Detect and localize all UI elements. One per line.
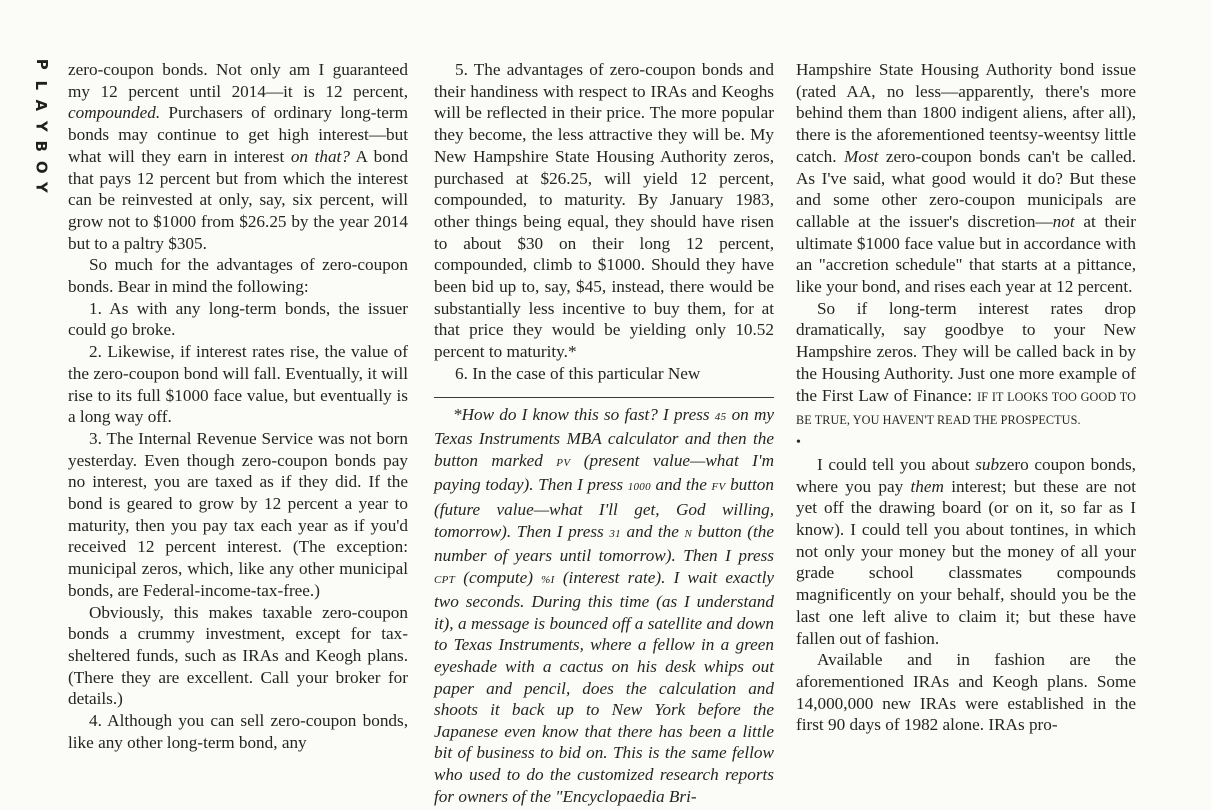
paragraph: Obviously, this makes taxable zero-coupon bonds a crummy investment, except for tax-sheltered funds, such as IRAs and Keogh plans. (There they are excellent. Call your broker for details.) (68, 602, 408, 709)
paragraph: So much for the advantages of zero-coupon bonds. Bear in mind the following: (68, 255, 408, 297)
masthead-letter: L (32, 79, 51, 90)
list-item: 2. Likewise, if interest rates rise, the value of the zero-coupon bond will fall. Eventually, it will rise to its full $1000 face value, but eventually is a long way off. (68, 342, 408, 427)
masthead-letter: A (32, 99, 51, 112)
paragraph: zero-coupon bonds. Not only am I guaranteed my 12 percent until 2014—it is 12 percent, compounded. Purchasers of ordinary long-term bonds may continue to get high interest—but what will they earn in interest on that? A bond that pays 12 percent but from which the interest can be reinvested at only, say, six percent, will grow not to $1000 from $26.25 by the year 2014 but to a paltry $305. (68, 60, 408, 253)
masthead-letter: P (32, 58, 51, 70)
paragraph: So if long-term interest rates drop dramatically, say goodbye to your New Hampshire zeros. They will be called back in by the Housing Authority. Just one more example of the First Law of Finance: IF IT LOOKS TOO GOOD TO BE TRUE, YOU HAVEN'T READ THE PROSPECTUS. (796, 298, 1136, 428)
masthead-letter: Y (32, 181, 51, 193)
masthead-letter: B (32, 140, 51, 152)
text-column-2 (434, 59, 774, 807)
section-break-bullet: • (796, 434, 801, 450)
magazine-masthead (30, 54, 52, 198)
paragraph: I could tell you about subzero coupon bonds, where you pay them interest; but these are not yet off the drawing board (or on it, so far as I know). I could tell you about tontines, in which not only your money but the money of all your grade school classmates compounds magnificently on your behalf, should you be the last one left alive to claim it; but these have fallen out of fashion. (796, 454, 1136, 648)
list-item: 3. The Internal Revenue Service was not born yesterday. Even though zero-coupon bonds pay no interest, you are taxed as if they did. If the bond is geared to grow by 12 percent a year to maturity, then you pay tax each year as if you'd received 12 percent interest. (The exception: municipal zeros, which, like any other municipal bonds, are Federal-income-tax-free.) (68, 428, 408, 600)
paragraph: Available and in fashion are the aforementioned IRAs and Keogh plans. Some 14,000,000 new IRAs were established in the first 90 days of 1982 alone. IRAs pro- (796, 650, 1136, 735)
list-item: 6. In the case of this particular New (455, 363, 701, 383)
footnote-divider (434, 397, 774, 398)
paragraph: Hampshire State Housing Authority bond issue (rated AA, no less—apparently, there's more behind them than 1800 indigent aliens, after all), there is the aforementioned teentsy-weentsy little catch. Most zero-coupon bonds can't be called. As I've said, what good would it do? But these and some other zero-coupon municipals are callable at the issuer's discretion—not at their ultimate $1000 face value but in accordance with an "accretion schedule" that starts at a pittance, like your bond, and rises each year at 12 percent. (796, 60, 1137, 297)
list-item: 4. Although you can sell zero-coupon bonds, like any other long-term bond, any (68, 711, 408, 752)
list-item: 5. The advantages of zero-coupon bonds and their handiness with respect to IRAs and Keoghs will be reflected in their price. The more popular they become, the less attractive they will be. My New Hampshire State Housing Authority zeros, purchased at $26.25, will yield 12 percent, compounded, to maturity. By January 1983, other things being equal, they should have risen to about $30 on their long 12 percent, compounded, climb to $1000. Should they have been bid up to, say, $45, instead, there would be substantially less incentive to buy them, for at that price they would be yielding only 10.52 percent to maturity.* (434, 60, 774, 362)
masthead-letter: Y (32, 120, 51, 132)
masthead-letter: O (32, 160, 51, 174)
list-item: 1. As with any long-term bonds, the issuer could go broke. (68, 298, 408, 340)
text-column-3 (796, 59, 1136, 736)
footnote: *How do I know this so fast? I press 45 on my Texas Instruments MBA calculator and then the button marked PV (present value—what I'm paying today). Then I press 1000 and the FV button (future value—what I'll get, God willing, tomorrow). Then I press 31 and the N button (the number of years until tomorrow). Then I press CPT (compute) %I (interest rate). I wait exactly two seconds. During this time (as I understand it), a message is bounced off a satellite and down to Texas Instruments, where a fellow in a green eyeshade with a cactus on his desk whips out paper and pencil, does the calculation and shoots it back up to New York before the Japanese even know that there has been a little bit of business to bid on. This is the same fellow who used to do the customized research reports for owners of the "Encyclopaedia Bri- (434, 404, 774, 806)
text-column-1 (68, 59, 408, 754)
